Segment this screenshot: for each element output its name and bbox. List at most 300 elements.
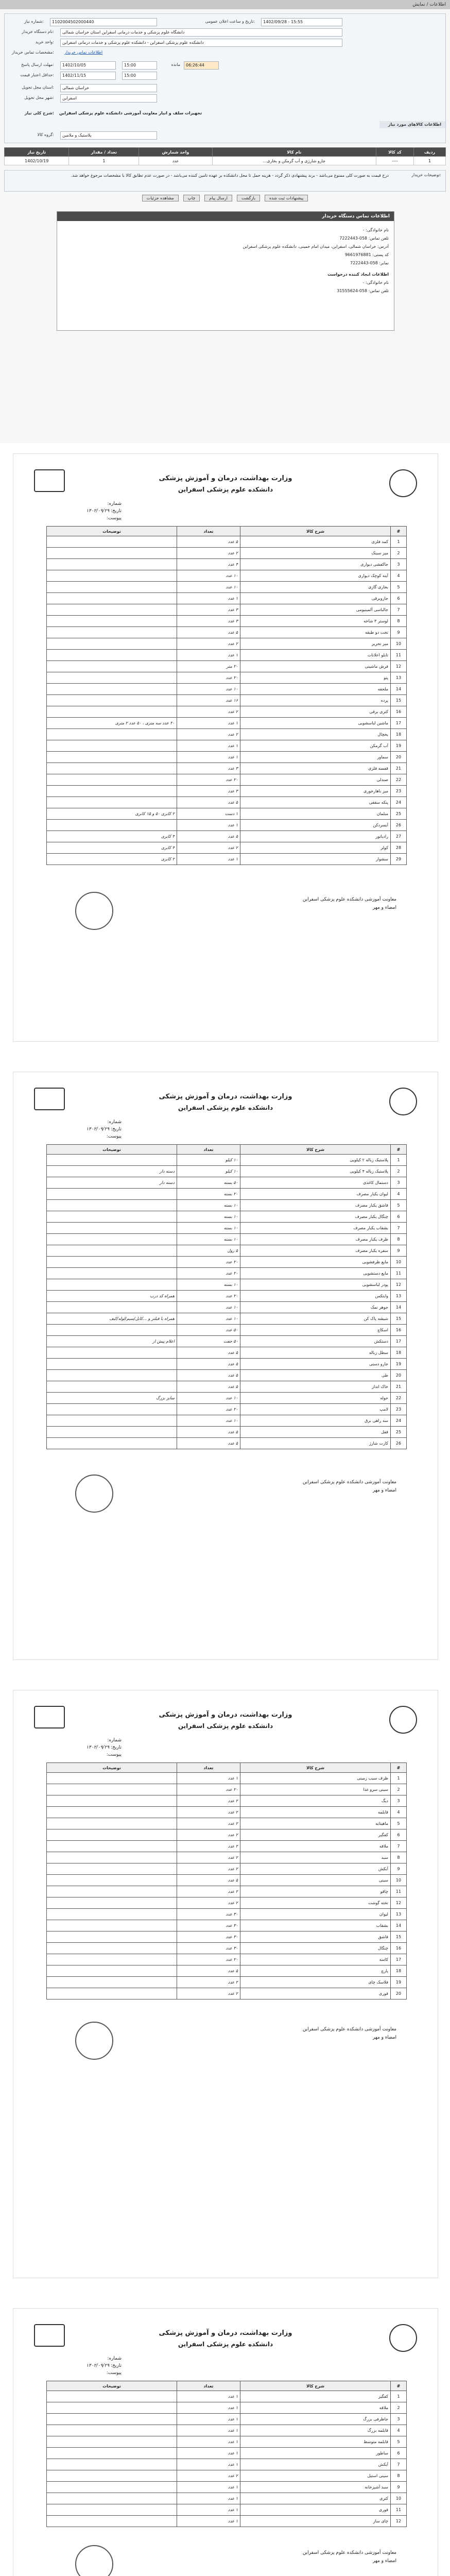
university-title: دانشکده علوم پزشکی اسفراین [178,486,273,493]
cell-qty: ۲ عدد [177,1829,240,1841]
cell-index: 26 [391,1438,407,1449]
cell-item: کارت شارژ [240,1438,391,1449]
cell-item: کتری برقی [240,706,391,718]
ministry-title: وزارت بهداشت، درمان و آموزش پزشکی [159,474,292,482]
cell-desc [47,1897,177,1909]
date-label: تاریخ: [111,2363,122,2368]
table-row [47,1818,407,1829]
cell-index: 7 [391,1223,407,1234]
cell-qty: ۱۶ عدد [177,695,240,706]
stamp-icon [75,892,113,930]
cell-index: 24 [391,797,407,808]
cell-index: 16 [391,1943,407,1954]
cell-item: یخچال [240,729,391,740]
cell-item: کفگیر [240,2391,391,2402]
c-v4: 9661976881 [344,252,371,257]
deadline-time: 15:00 [122,61,157,70]
cell-item: ملاقه [240,2402,391,2414]
table-row [47,786,407,797]
summary-value: تجهیزات سلف و انبار معاونت آموزشی دانشکده علوم پزشکی اسفراین [59,111,202,115]
c-v1: - [362,228,365,232]
buyer-label: نام دستگاه خریدار: [21,29,54,34]
cell-desc [47,1795,177,1807]
cell-item: قابلمه [240,1807,391,1818]
cell-index: 4 [391,1807,407,1818]
cell-desc [47,1189,177,1200]
cell-qty: ۱ عدد [177,2425,240,2436]
cell-qty: ۱ عدد [177,593,240,604]
cell-index: 3 [391,559,407,570]
cell-index: 28 [391,842,407,854]
table-row [47,706,407,718]
cell-desc: ۲ کابری ۵۰ و ۱۵ کابری [47,808,177,820]
cell-qty: ۱۰ بسته [177,1211,240,1223]
table-row [47,582,407,593]
table-row[interactable] [5,157,446,165]
cell-item: سماور [240,752,391,763]
description-box [4,170,446,192]
attach-label: پیوست: [106,516,122,521]
buyer-value: دانشگاه علوم پزشکی و خدمات درمانی اسفراین استان خراسان شمالی [60,28,342,37]
details-button[interactable]: مشاهده جزئیات [142,195,179,201]
cell-index: 5 [391,1200,407,1211]
col-row: ردیف [414,148,446,157]
message-button[interactable]: ارسال پیام [204,195,232,201]
cell-desc [47,1381,177,1393]
cell-qty: ۱۰ بسته [177,1279,240,1291]
cell-item: اسکاچ [240,1325,391,1336]
cell-desc [47,1875,177,1886]
cell-desc [47,2402,177,2414]
cell-index: 22 [391,774,407,786]
deadline-label: مهلت ارسال پاسخ: [21,62,54,67]
cell-desc [47,1325,177,1336]
cell-index: 18 [391,1965,407,1977]
cell-index: 7 [391,2459,407,2470]
cell-qty: ۵ عدد [177,831,240,842]
meta-block [34,1118,122,1140]
cell-index: 13 [391,672,407,684]
letter-sheet [13,453,438,1042]
cell-item: سشوار [240,854,391,865]
cell-qty: 1 [69,157,139,165]
number-label: شماره: [107,2356,122,2361]
cell-item: ظرف یکبار مصرف [240,1234,391,1245]
cell-index: 25 [391,1427,407,1438]
cell-qty: ۵ رول [177,1245,240,1257]
cell-index: 10 [391,1875,407,1886]
cell-qty: ۲ عدد [177,1807,240,1818]
table-row [47,1988,407,1999]
table-row [47,1954,407,1965]
table-row [47,1875,407,1886]
cell-qty: ۲ عدد [177,548,240,559]
cell-qty: ۲ عدد [177,1852,240,1863]
cell-desc [47,695,177,706]
cell-index: 4 [391,1189,407,1200]
table-row [47,638,407,650]
cell-qty: ۱۰ عدد [177,1302,240,1313]
col-index: # [391,1763,407,1773]
cell-desc [47,684,177,695]
cell-index: 12 [391,1279,407,1291]
cell-item: بخاری گازی [240,582,391,593]
cell-qty: ۱ عدد [177,2436,240,2448]
cell-index: 5 [391,1818,407,1829]
letter-sheet [13,2308,438,2576]
offers-button[interactable]: پیشنهادات ثبت شده [265,195,308,201]
cell-index: 11 [391,1268,407,1279]
cell-item: پلاستیک زباله ۲ کیلویی [240,1155,391,1166]
button-bar [0,195,450,201]
university-title: دانشکده علوم پزشکی اسفراین [178,2341,273,2348]
c-l3: آدرس: [377,244,389,249]
cell-item: چاقو [240,1886,391,1897]
cell-desc [47,1988,177,1999]
footer-signer: معاونت آموزشی دانشکده علوم پزشکی اسفراین [302,2550,396,2555]
table-row [47,2482,407,2493]
request-table [46,526,407,865]
cell-item: وایتکس [240,1291,391,1302]
table-row [47,1302,407,1313]
c-l5: نمابر: [379,261,389,265]
attach-label: پیوست: [106,1752,122,1757]
cell-desc [47,1155,177,1166]
cell-index: 1 [391,1773,407,1784]
cell-desc: اعلام پیش از [47,1336,177,1347]
cell-item: آبسردکن [240,820,391,831]
cell-desc [47,1257,177,1268]
table-row [47,1807,407,1818]
cell-index: 9 [391,1245,407,1257]
table-row [47,820,407,831]
cell-item: جارو دستی [240,1359,391,1370]
cell-item: لوستر ۳ شاخه [240,616,391,627]
table-row [47,684,407,695]
cell-desc [47,1234,177,1245]
cell-desc: ۴ کابری [47,842,177,854]
cell-item: سطل زباله [240,1347,391,1359]
table-row [47,1166,407,1177]
cell-index: 3 [391,1795,407,1807]
cell-desc [47,797,177,808]
cell-index: 12 [391,1897,407,1909]
cell-index: 26 [391,820,407,831]
cell-qty: ۲ عدد [177,1977,240,1988]
cell-desc [47,559,177,570]
table-row [47,1909,407,1920]
cell-desc [47,536,177,548]
cell-desc [47,1943,177,1954]
cell-index: 1 [391,2391,407,2402]
cell-qty: ۵ عدد [177,1359,240,1370]
need-no-label: شماره نیاز: [24,19,44,24]
table-row [47,1325,407,1336]
cell-desc [47,1245,177,1257]
cell-qty: ۱ عدد [177,2414,240,2425]
cell-index: 29 [391,854,407,865]
cell-qty: ۴ عدد [177,559,240,570]
cell-index: 14 [391,1920,407,1931]
cell-qty: ۱ عدد [177,2493,240,2504]
cell-desc [47,1784,177,1795]
col-qty: تعداد [177,1145,240,1155]
cell-index: 5 [391,582,407,593]
footer-sign: امضاء و مهر [372,905,396,910]
cell-desc: دسته دار [47,1177,177,1189]
table-row [47,1829,407,1841]
cell-index: 6 [391,2448,407,2459]
cell-qty: ۲ عدد [177,1897,240,1909]
table-row [47,1336,407,1347]
cell-qty: ۱ عدد [177,740,240,752]
cell-index: 8 [391,1852,407,1863]
cell-qty: ۳ عدد [177,763,240,774]
cell-desc [47,2459,177,2470]
cell-qty: ۲۰ عدد [177,1404,240,1415]
attach-label: پیوست: [106,1134,122,1139]
footer-sign: امضاء و مهر [372,2035,396,2040]
cell-index: 17 [391,1336,407,1347]
cell-item: مایع ظرفشویی [240,1257,391,1268]
table-row [47,1393,407,1404]
cell-desc [47,752,177,763]
table-row [47,570,407,582]
col-item: شرح کالا [240,2381,391,2391]
meta-block [34,1737,122,1758]
table-row [47,763,407,774]
cell-index: 18 [391,1347,407,1359]
cell-desc [47,1347,177,1359]
cell-qty: ۲۰ متر [177,661,240,672]
cell-index: 7 [391,1841,407,1852]
date-label: تاریخ: [111,1127,122,1132]
table-row [47,1223,407,1234]
c-v2: 058-7222443 [339,236,368,241]
contact-popup [57,211,394,331]
table-row [47,536,407,548]
cell-index: 7 [391,604,407,616]
cell-item: کتری [240,2493,391,2504]
announce-value: 1402/09/28 - 15:55 [261,18,342,26]
cell-desc: ۴ کابری [47,831,177,842]
cell-desc [47,2516,177,2527]
table-row [47,1795,407,1807]
back-button[interactable]: بازگشت [237,195,260,201]
cell-item: بشقاب یکبار مصرف [240,1223,391,1234]
cell-qty: ۱۰ کیلو [177,1155,240,1166]
cell-item: پرده [240,695,391,706]
university-title: دانشکده علوم پزشکی اسفراین [178,1722,273,1730]
col-item: شرح کالا [240,1763,391,1773]
cell-qty: ۵ عدد [177,1875,240,1886]
col-item: شرح کالا [240,527,391,536]
cell-item: پتو [240,672,391,684]
cell-desc [47,729,177,740]
date-value: ۱۴۰۲/۰۹/۲۹ [86,509,110,514]
table-row [47,1841,407,1852]
cell-index: 6 [391,1211,407,1223]
cell-qty: ۱۰ عدد [177,684,240,695]
contact-label: مشخصات تماس خریدار: [11,50,54,55]
announce-label: تاریخ و ساعت اعلان عمومی: [205,19,255,24]
number-label: شماره: [107,501,122,506]
table-row [47,1268,407,1279]
unit-label: واحد خرید: [35,40,54,44]
cell-qty: ۵ عدد [177,1427,240,1438]
validity-time: 15:00 [122,72,157,80]
cell-item: دستمال کاغذی [240,1177,391,1189]
cell-desc: ۲ کابری [47,854,177,865]
table-row [47,1313,407,1325]
table-row [47,1965,407,1977]
table-row [47,2493,407,2504]
attach-label: پیوست: [106,2370,122,2376]
cell-item: مبلمان [240,808,391,820]
cell-index: 27 [391,831,407,842]
table-row [47,1370,407,1381]
ministry-title: وزارت بهداشت، درمان و آموزش پزشکی [159,1093,292,1100]
cell-index: 16 [391,706,407,718]
table-row [47,752,407,763]
cell-index: 15 [391,1931,407,1943]
validity-label: حداقل اعتبار قیمت: [20,73,54,77]
cell-index: 4 [391,2425,407,2436]
table-row [47,672,407,684]
cell-item: ساطور [240,2448,391,2459]
items-table-wrap [4,147,446,165]
cell-qty: ۱ عدد [177,2504,240,2516]
date-label: تاریخ: [111,509,122,514]
cell-item: آب گرمکن [240,740,391,752]
table-row [47,718,407,729]
cell-index: 19 [391,1359,407,1370]
cell-desc: دسته دار [47,1166,177,1177]
c-l7: تلفن تماس: [368,289,389,293]
cell-desc [47,1920,177,1931]
cell-index: 9 [391,2482,407,2493]
cell-qty: ۲۰ عدد [177,774,240,786]
cell-desc [47,1931,177,1943]
cell-desc [47,1909,177,1920]
cell-index: 11 [391,1886,407,1897]
cell-qty: ۱ عدد [177,854,240,865]
date-label: تاریخ: [111,1745,122,1750]
cell-desc [47,2414,177,2425]
cell-qty: ۱ عدد [177,1773,240,1784]
cell-index: 25 [391,808,407,820]
tab-label[interactable]: اطلاعات / نمایش [412,2,446,7]
cell-item: جوهر نمک [240,1302,391,1313]
cell-desc [47,740,177,752]
cell-qty: ۲۰ بسته [177,1189,240,1200]
cell-item: جالباسی آلمینیومی [240,604,391,616]
table-row [47,1773,407,1784]
cell-qty: ۲ عدد [177,842,240,854]
number-label: شماره: [107,1120,122,1125]
cell-item: لیوان یکبار مصرف [240,1189,391,1200]
cell-desc [47,1841,177,1852]
table-row [47,1438,407,1449]
cell-qty: ۵ عدد [177,536,240,548]
col-item: شرح کالا [240,1145,391,1155]
table-row [47,1920,407,1931]
cell-qty: ۱۰ عدد [177,582,240,593]
cell-index: 14 [391,1302,407,1313]
cell-item: کمد فلزی [240,536,391,548]
table-row [47,1931,407,1943]
cell-desc [47,1370,177,1381]
deadline-date: 1402/10/05 [60,61,116,70]
cell-index: 1 [391,536,407,548]
table-row [47,2504,407,2516]
contact-link[interactable]: اطلاعات تماس خریدار [64,50,103,55]
stamp-icon [75,1475,113,1513]
table-row [47,1291,407,1302]
cell-item: ظرف سیب زمینی [240,1773,391,1784]
cell-desc [47,650,177,661]
table-row [47,2414,407,2425]
footer-sign: امضاء و مهر [372,1488,396,1493]
cell-qty: ۵ عدد [177,1370,240,1381]
cell-index: 19 [391,740,407,752]
table-row [47,1863,407,1875]
cell-item: لیوان [240,1909,391,1920]
cell-qty: ۱۰ عدد [177,1393,240,1404]
cell-item: کولر [240,842,391,854]
print-button[interactable]: چاپ [183,195,200,201]
cell-desc [47,1268,177,1279]
cell-index: 2 [391,2402,407,2414]
cell-desc [47,2436,177,2448]
desc-label: توضیحات خریدار: [411,173,441,177]
remaining-value: 06:26:44 [184,61,219,70]
cell-qty: ۲۰ عدد [177,1291,240,1302]
table-row [47,1427,407,1438]
cell-desc [47,1807,177,1818]
cell-item: قابلمه متوسط [240,2436,391,2448]
cell-desc [47,1223,177,1234]
cell-qty: ۲ عدد [177,1886,240,1897]
c-v6: - [362,280,365,285]
cell-desc [47,763,177,774]
cell-desc [47,706,177,718]
cell-item: دستکش [240,1336,391,1347]
cell-qty: ۲ عدد [177,1841,240,1852]
table-row [47,548,407,559]
validity-date: 1402/11/15 [60,72,116,80]
tab-bar [0,0,450,9]
cell-qty: ۵ عدد [177,1438,240,1449]
col-desc: توضیحات [47,2381,177,2391]
table-row [47,1852,407,1863]
cell-qty: ۲۰ عدد [177,1954,240,1965]
cell-qty: ۵ عدد [177,797,240,808]
cell-qty: ۵۰ جفت [177,1336,240,1347]
cell-item: تخت دو طبقه [240,627,391,638]
c-l6: نام خانوادگی: [366,280,389,285]
cell-item: شیشه پاک کن [240,1313,391,1325]
cell-qty: ۵ عدد [177,1381,240,1393]
letter-sheet [13,1690,438,2278]
cell-desc [47,582,177,593]
table-row [47,2391,407,2402]
city-label: شهر محل تحویل: [24,95,54,100]
cell-item: قابلمه بزرگ [240,2425,391,2436]
group-value: پلاستیک و ملامین [60,131,157,140]
table-row [47,2470,407,2482]
cell-desc [47,616,177,627]
